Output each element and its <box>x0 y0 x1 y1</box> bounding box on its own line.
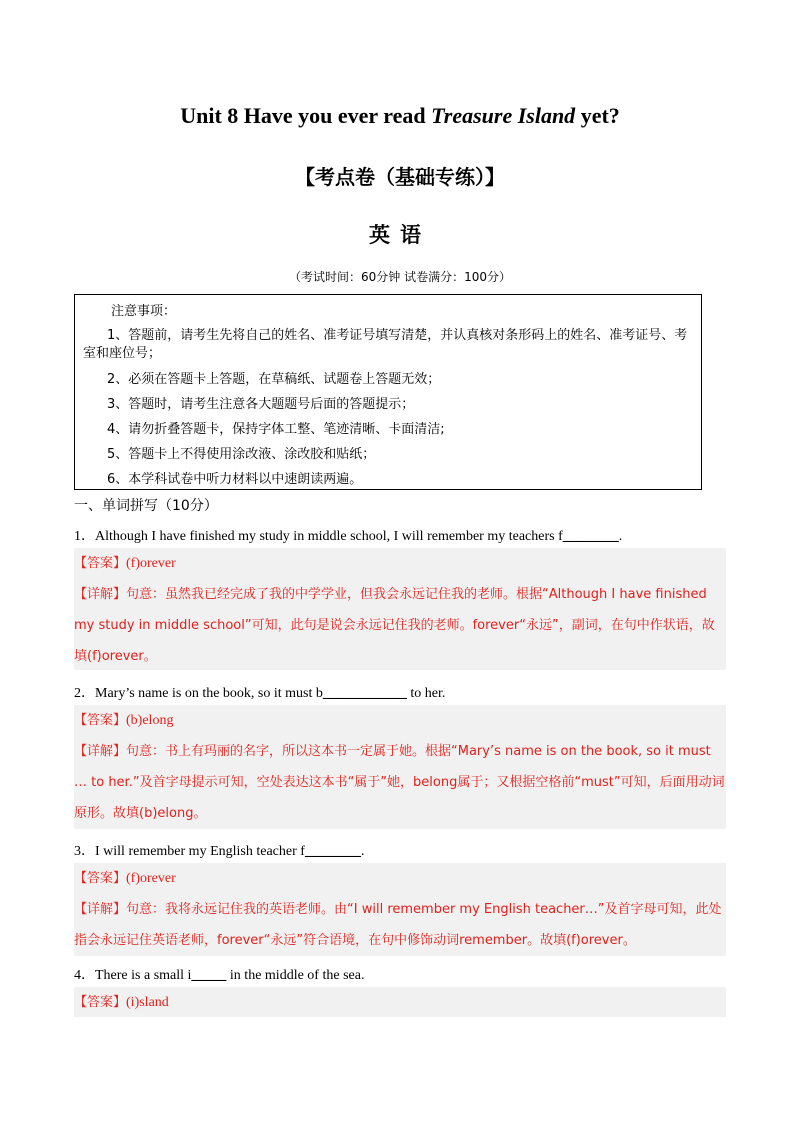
detail-row <box>74 894 726 956</box>
notice-heading: 注意事项： <box>111 304 177 319</box>
question-stem-end: to her. <box>406 686 446 701</box>
detail-text: 句意：书上有玛丽的名字，所以这本书一定属于她。根据“Mary’s name is on the book, so it must … to her.”及首字母提示可知，空处表达这本书“属于”她，belong属于；又根据空格前“must”可知，后面用动词原形。故填(b)elong。 <box>74 744 725 821</box>
answer-value: (f)orever <box>126 871 176 886</box>
notice-item: 1、答题前，请考生先将自己的姓名、准考证号填写清楚，并认真核对条形码上的姓名、准考证号、考室和座位号； <box>83 328 688 361</box>
answer-row <box>74 548 726 579</box>
answer-value: (i)sland <box>126 995 169 1010</box>
notice-item: 4、请勿折叠答题卡，保持字体工整、笔迹清晰、卡面清洁; <box>107 422 445 437</box>
answer-row <box>74 705 726 736</box>
answer-label: 【答案】 <box>74 871 127 886</box>
subject-heading: 英语 <box>369 223 431 247</box>
question-stem: 1．Although I have finished my study in middle school, I will remember my teachers f <box>74 529 563 544</box>
notice-item: 5、答题卡上不得使用涂改液、涂改胶和贴纸； <box>107 447 376 462</box>
answer-box <box>74 863 726 956</box>
detail-label: 【详解】 <box>74 587 127 602</box>
question-text <box>74 964 724 984</box>
question-stem: 3．I will remember my English teacher f <box>74 844 305 859</box>
question-blank: ____________ <box>322 686 407 701</box>
page-title <box>0 103 800 129</box>
title-prefix: Unit 8 Have you ever read <box>180 103 426 128</box>
detail-text: 句意：虽然我已经完成了我的中学学业，但我会永远记住我的老师。根据“Although I have finished my study in middle school”可知，此句是说会永远记住我的老师。forever“永远”，副词，在句中作状语，故填(f)orever。 <box>74 587 715 664</box>
title-book: Treasure Island <box>431 103 576 128</box>
page-subtitle: 【考点卷（基础专练）】 <box>295 165 505 189</box>
question-blank: _____ <box>191 968 227 983</box>
question-stem: 2．Mary’s name is on the book, so it must b <box>74 686 323 701</box>
answer-label: 【答案】 <box>74 713 127 728</box>
notice-item: 2、必须在答题卡上答题，在草稿纸、试题卷上答题无效； <box>107 372 441 387</box>
notice-box <box>74 294 702 490</box>
answer-label: 【答案】 <box>74 995 127 1010</box>
answer-value: (b)elong <box>126 713 174 728</box>
detail-row <box>74 736 726 829</box>
question-blank: ________ <box>562 529 619 544</box>
question-text <box>74 525 724 545</box>
question-stem-end: in the middle of the sea. <box>226 968 365 983</box>
notice-item: 3、答题时，请考生注意各大题题号后面的答题提示； <box>107 397 415 412</box>
detail-text: 句意：我将永远记住我的英语老师。由“I will remember my English teacher…”及首字母可知，此处指会永远记住英语老师，forever“永远”符合语境，在句中修饰动词remember。故填(f)orever。 <box>74 902 722 948</box>
section-title: 一、单词拼写（10分） <box>74 498 218 514</box>
answer-box <box>74 987 726 1017</box>
title-suffix: yet? <box>580 103 620 128</box>
detail-label: 【详解】 <box>74 902 127 917</box>
answer-box <box>74 705 726 829</box>
answer-row <box>74 987 726 1018</box>
question-text <box>74 682 724 702</box>
detail-label: 【详解】 <box>74 744 127 759</box>
detail-row <box>74 579 726 672</box>
question-stem: 4．There is a small i <box>74 968 192 983</box>
notice-item: 6、本学科试卷中听力材料以中速朗读两遍。 <box>107 472 363 487</box>
question-stem-end: . <box>618 529 623 544</box>
answer-box <box>74 548 726 670</box>
answer-row <box>74 863 726 894</box>
answer-label: 【答案】 <box>74 556 127 571</box>
answer-value: (f)orever <box>126 556 176 571</box>
question-stem-end: . <box>360 844 365 859</box>
question-blank: ________ <box>304 844 361 859</box>
exam-info: （考试时间：60分钟 试卷满分：100分） <box>289 270 511 284</box>
question-text <box>74 840 724 860</box>
